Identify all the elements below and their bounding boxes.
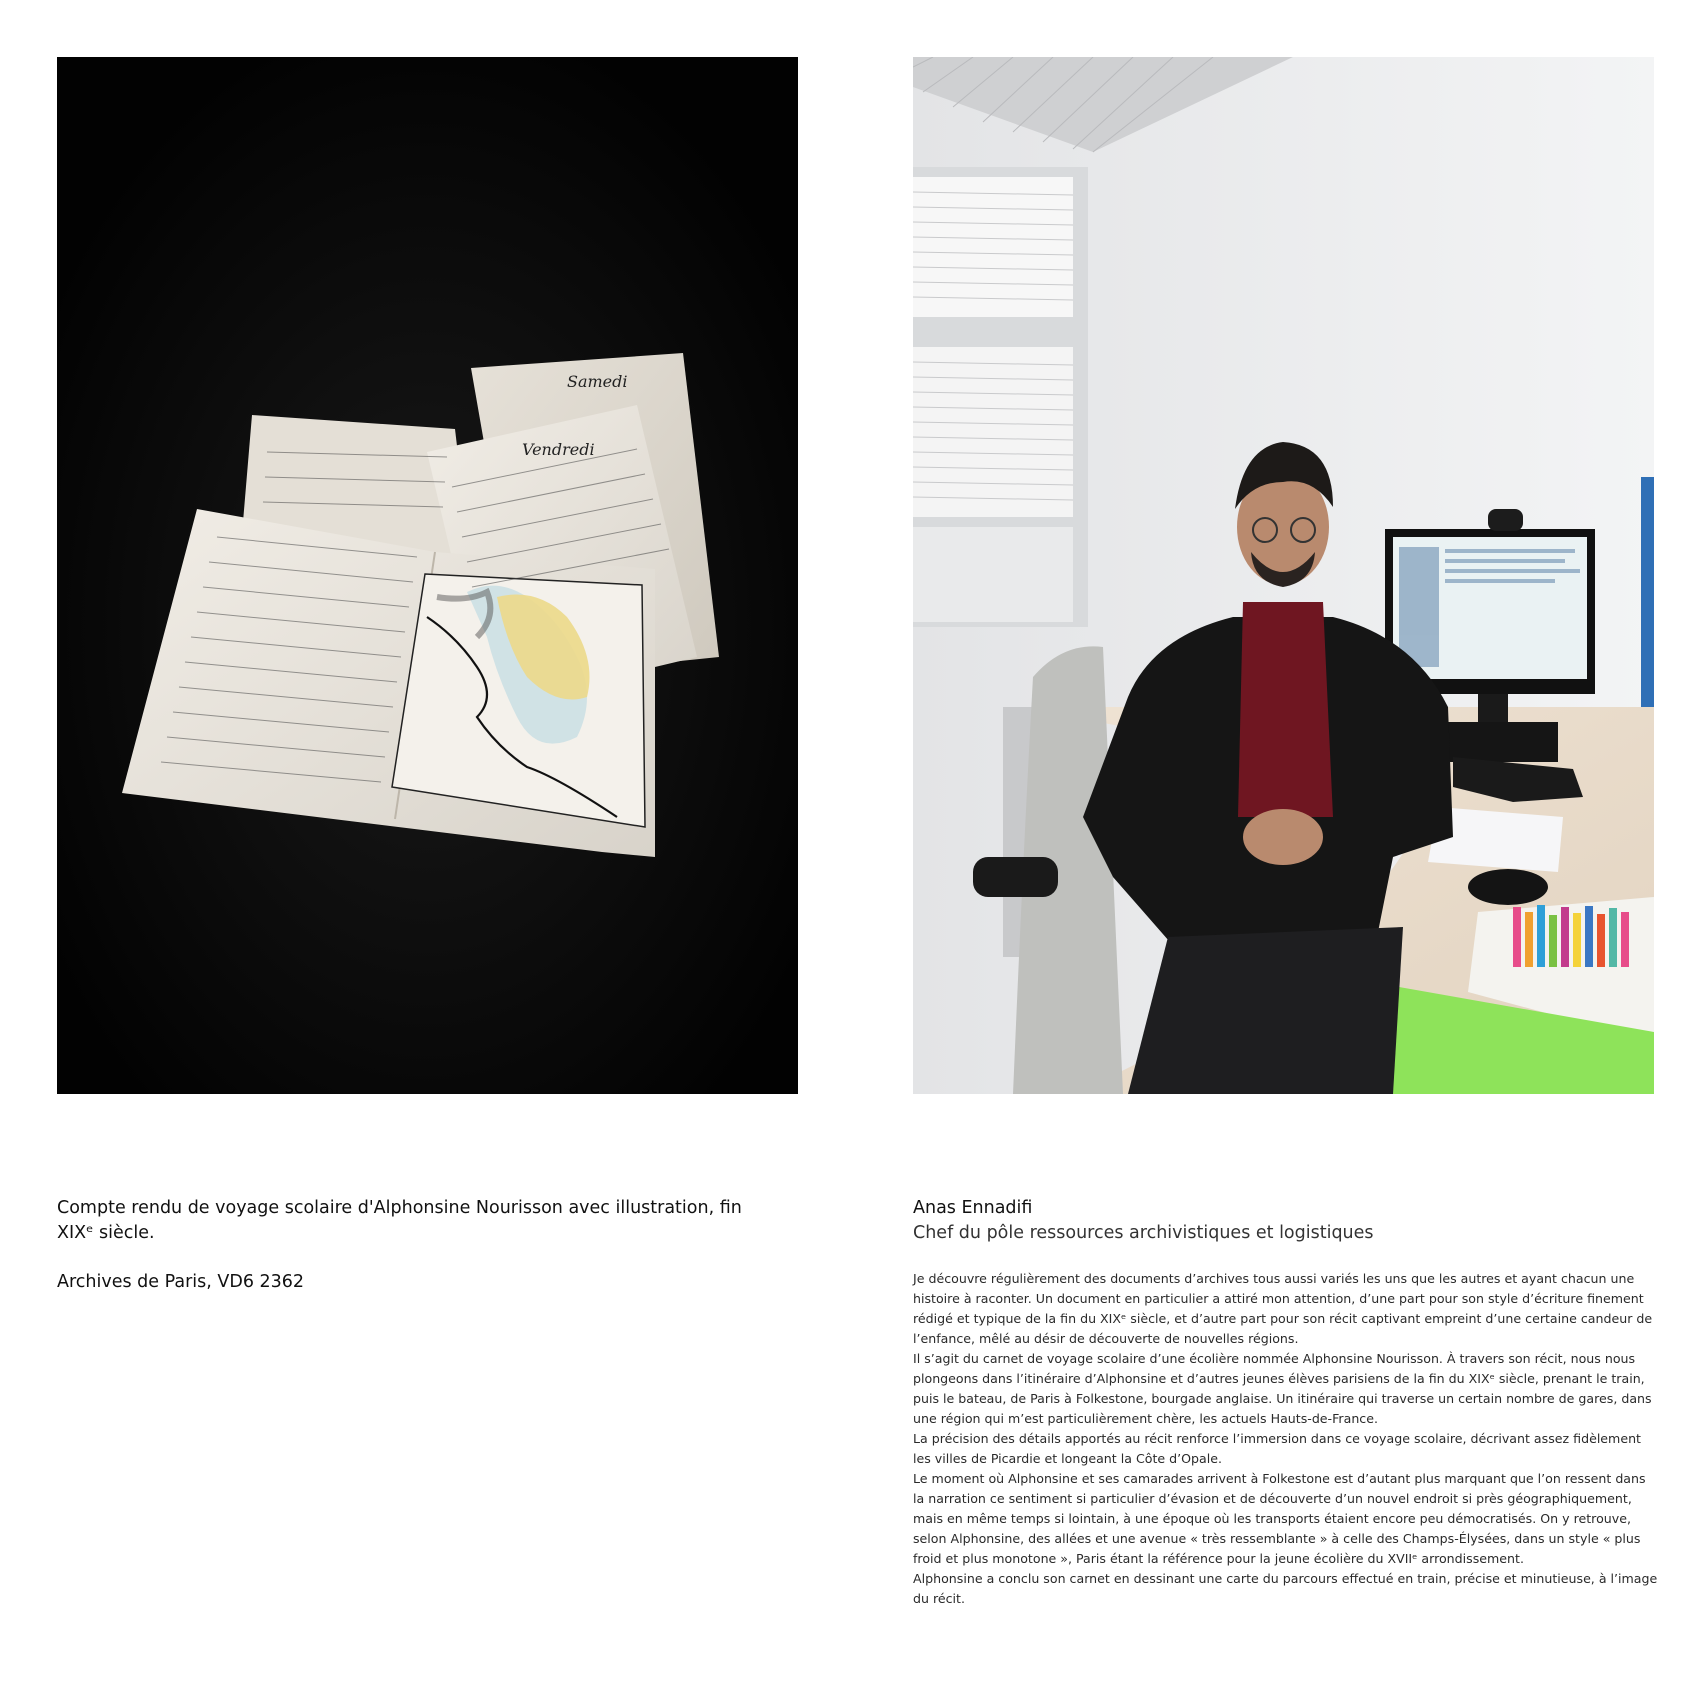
caption-title: Compte rendu de voyage scolaire d'Alphonsine Nourisson avec illustration, fin XIXᵉ siècle. bbox=[57, 1198, 742, 1243]
person-name: Anas Ennadifi bbox=[913, 1198, 1033, 1218]
photo-caption-left bbox=[57, 1196, 757, 1295]
person-role: Chef du pôle ressources archivistiques et logistiques bbox=[913, 1223, 1374, 1243]
paragraph: Le moment où Alphonsine et ses camarades arrivent à Folkestone est d’autant plus marquant que l’on ressent dans la narration ce sentiment si particulier d’évasion et de découverte d’un nouvel endroit si près géographiquement, mais en même temps si lointain, à une époque où les transports étaient encore peu démocratisés. On y retrouve, selon Alphonsine, des allées et une avenue « très ressemblante » à celle des Champs-Élysées, dans un style « plus froid et plus monotone », Paris étant la référence pour la jeune écolière du XVIIᵉ arrondissement. bbox=[913, 1471, 1646, 1566]
paragraph: La précision des détails apportés au récit renforce l’immersion dans ce voyage scolaire, décrivant assez fidèlement les villes de Picardie et longeant la Côte d’Opale. bbox=[913, 1431, 1641, 1466]
vendredi-heading: Vendredi bbox=[522, 440, 595, 459]
samedi-heading: Samedi bbox=[567, 372, 628, 391]
portrait-photo bbox=[913, 57, 1654, 1094]
paragraph: Alphonsine a conclu son carnet en dessinant une carte du parcours effectué en train, précise et minutieuse, à l’image du récit. bbox=[913, 1571, 1658, 1606]
archive-document-photo bbox=[57, 57, 798, 1094]
testimony-text bbox=[913, 1269, 1658, 1609]
testimony-block bbox=[913, 1196, 1658, 1609]
paragraph: Je découvre régulièrement des documents d’archives tous aussi variés les uns que les autres et ayant chacun une histoire à raconter. Un document en particulier a attiré mon attention, d’une part pour son style d’écriture finement rédigé et typique de la fin du XIXᵉ siècle, et d’autre part pour son récit captivant empreint d’une certaine candeur de l’enfance, mêlé au désir de découverte de nouvelles régions. bbox=[913, 1271, 1653, 1346]
paragraph: Il s’agit du carnet de voyage scolaire d’une écolière nommée Alphonsine Nourisson. À travers son récit, nous nous plongeons dans l’itinéraire d’Alphonsine et d’autres jeunes élèves parisiens de la fin du XIXᵉ siècle, prenant le train, puis le bateau, de Paris à Folkestone, bourgade anglaise. Un itinéraire qui traverse un certain nombre de gares, dans une région qui m’est particulièrement chère, les actuels Hauts-de-France. bbox=[913, 1351, 1652, 1426]
caption-reference: Archives de Paris, VD6 2362 bbox=[57, 1272, 305, 1292]
